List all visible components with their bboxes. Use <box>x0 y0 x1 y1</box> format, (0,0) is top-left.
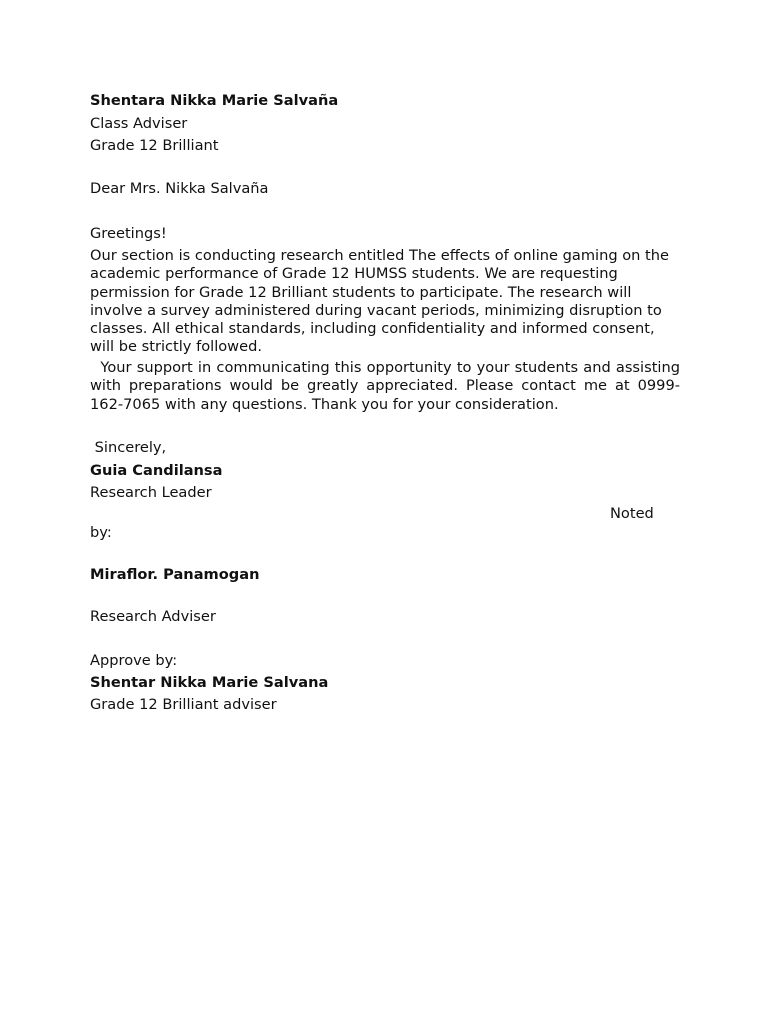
approver-name: Shentar Nikka Marie Salvana <box>90 674 329 691</box>
noted-label: Noted <box>610 505 654 522</box>
sender-name: Guia Candilansa <box>90 462 223 479</box>
body-paragraph-2: Your support in communicating this opportunity to your students and assisting with preparations would be greatly appreciated. Please contact me at 0999-162-7065 with any questions. Thank you for your consideration. <box>90 359 685 413</box>
recipient-title: Class Adviser <box>90 115 188 132</box>
recipient-section: Grade 12 Brilliant <box>90 137 219 154</box>
greeting: Greetings! <box>90 225 167 242</box>
approver-title: Grade 12 Brilliant adviser <box>90 696 277 713</box>
recipient-name: Shentara Nikka Marie Salvaña <box>90 92 339 109</box>
sender-title: Research Leader <box>90 484 212 501</box>
salutation: Dear Mrs. Nikka Salvaña <box>90 180 269 197</box>
approve-label: Approve by: <box>90 652 178 669</box>
noted-title: Research Adviser <box>90 608 216 625</box>
noted-by-label: by: <box>90 524 112 541</box>
noted-name: Miraflor. Panamogan <box>90 566 260 583</box>
body-paragraph-1: Our section is conducting research entitled The effects of online gaming on the academic performance of Grade 12 HUMSS students. We are requesting permission for Grade 12 Brilliant students to participate. The research will involve a survey administered during vacant periods, minimizing disruption to classes. All ethical standards, including confidentiality and informed consent, will be strictly followed. <box>90 247 670 356</box>
closing: Sincerely, <box>90 439 167 456</box>
